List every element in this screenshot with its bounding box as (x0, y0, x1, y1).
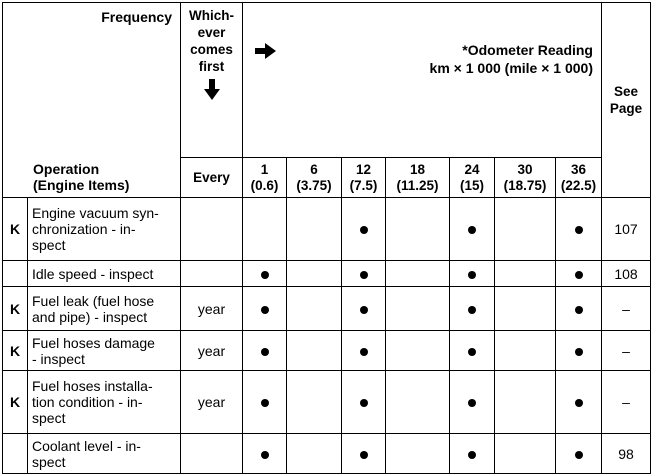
interval-cell (243, 371, 287, 434)
frequency-label: Frequency (101, 9, 172, 25)
arrow-right-icon (255, 43, 277, 59)
see-page-cell: 98 (602, 434, 651, 474)
interval-cell (287, 261, 342, 287)
interval-cell (386, 434, 450, 474)
interval-header-3 (342, 158, 386, 198)
interval-cell (450, 371, 495, 434)
bullet-icon (575, 306, 583, 314)
interval-km: 1 (260, 161, 269, 177)
operation-label-line-2: (Engine Items) (33, 177, 130, 193)
every-header: Every (181, 158, 243, 198)
interval-cell (386, 198, 450, 261)
every-cell (181, 198, 243, 261)
bullet-icon (468, 226, 476, 234)
interval-mile: (0.6) (250, 177, 279, 193)
bullet-icon (575, 451, 583, 459)
arrow-down-icon (204, 79, 220, 101)
odometer-title-line-1: *Odometer Reading (462, 42, 593, 58)
interval-cell (287, 331, 342, 371)
see-page-cell: – (602, 371, 651, 434)
interval-cell (556, 198, 602, 261)
interval-cell (495, 287, 556, 331)
bullet-icon (360, 271, 368, 279)
bullet-icon (261, 348, 269, 356)
periodic-maintenance-table (2, 2, 651, 474)
see-page-line-2: Page (609, 101, 643, 116)
bullet-icon (261, 271, 269, 279)
interval-cell (450, 198, 495, 261)
interval-mile: (3.75) (296, 177, 332, 193)
bullet-icon (360, 399, 368, 407)
odometer-title-line-2: km × 1 000 (mile × 1 000) (429, 60, 593, 76)
bullet-icon (360, 226, 368, 234)
interval-cell (243, 198, 287, 261)
interval-cell (243, 287, 287, 331)
bullet-icon (468, 306, 476, 314)
table-row (3, 371, 651, 434)
operation-line: Engine vacuum syn- (32, 205, 159, 221)
interval-cell (495, 261, 556, 287)
interval-cell (342, 434, 386, 474)
interval-cell (556, 261, 602, 287)
bullet-icon (468, 348, 476, 356)
whichever-comes-first-header (181, 3, 243, 158)
operation-line: spect (32, 410, 66, 426)
whichever-line-3: comes (190, 42, 233, 57)
interval-mile: (7.5) (349, 177, 378, 193)
see-page-header (602, 3, 651, 198)
interval-cell (495, 434, 556, 474)
interval-cell (342, 261, 386, 287)
operation-line: chronization - in- (32, 221, 136, 237)
interval-mile: (22.5) (560, 177, 597, 193)
operation-line: spect (32, 453, 66, 470)
interval-cell (556, 371, 602, 434)
interval-cell (495, 198, 556, 261)
interval-cell (450, 287, 495, 331)
every-cell (181, 261, 243, 287)
operation-line: Fuel hoses installa- (32, 378, 153, 394)
whichever-line-1: Which- (189, 8, 234, 23)
interval-cell (556, 434, 602, 474)
interval-mile: (15) (459, 177, 484, 193)
every-cell: year (181, 331, 243, 371)
operation-label (33, 161, 129, 193)
interval-cell (243, 434, 287, 474)
bullet-icon (575, 271, 583, 279)
frequency-operation-header (3, 3, 181, 198)
interval-cell (386, 261, 450, 287)
interval-cell (243, 261, 287, 287)
interval-cell (342, 287, 386, 331)
operation-line: Coolant level - in- (32, 437, 141, 454)
k-mark (3, 434, 28, 474)
operation-cell (28, 331, 181, 371)
interval-cell (243, 331, 287, 371)
interval-cell (450, 261, 495, 287)
interval-mile: (11.25) (396, 177, 439, 193)
k-mark (3, 261, 28, 287)
interval-km: 12 (355, 161, 372, 177)
operation-line: and pipe) - inspect (32, 308, 148, 325)
bullet-icon (360, 348, 368, 356)
header-row-top (3, 3, 651, 158)
table-row (3, 434, 651, 474)
interval-header-7 (556, 158, 602, 198)
interval-cell (386, 371, 450, 434)
operation-line: - inspect (32, 350, 85, 367)
interval-cell (450, 434, 495, 474)
bullet-icon (360, 451, 368, 459)
bullet-icon (261, 399, 269, 407)
interval-cell (495, 331, 556, 371)
interval-header-4 (386, 158, 450, 198)
bullet-icon (575, 226, 583, 234)
table-row (3, 261, 651, 287)
operation-line: Fuel hoses damage (32, 334, 155, 351)
interval-cell (287, 371, 342, 434)
interval-header-6 (495, 158, 556, 198)
operation-line: Idle speed - inspect (32, 265, 154, 282)
whichever-line-4: first (198, 59, 225, 74)
see-page-cell: 108 (602, 261, 651, 287)
interval-km: 24 (464, 161, 480, 177)
operation-label-line-1: Operation (33, 161, 100, 177)
interval-cell (287, 434, 342, 474)
every-cell: year (181, 371, 243, 434)
see-page-cell: 107 (602, 198, 651, 261)
bullet-icon (468, 271, 476, 279)
bullet-icon (575, 348, 583, 356)
table-body (3, 3, 651, 474)
interval-cell (287, 287, 342, 331)
table-row (3, 331, 651, 371)
operation-line: Fuel leak (fuel hose (32, 292, 155, 309)
interval-cell (450, 331, 495, 371)
interval-km: 18 (409, 161, 426, 177)
interval-mile: (18.75) (503, 177, 547, 193)
operation-cell (28, 371, 181, 434)
bullet-icon (468, 451, 476, 459)
bullet-icon (575, 399, 583, 407)
see-page-cell: – (602, 287, 651, 331)
k-mark: K (3, 287, 28, 331)
bullet-icon (360, 306, 368, 314)
interval-km: 30 (517, 161, 533, 177)
operation-cell (28, 198, 181, 261)
interval-cell (386, 287, 450, 331)
operation-cell (28, 434, 181, 474)
interval-cell (495, 371, 556, 434)
interval-cell (386, 331, 450, 371)
k-mark: K (3, 198, 28, 261)
every-cell: year (181, 287, 243, 331)
table-row (3, 287, 651, 331)
operation-line: spect (32, 237, 66, 253)
interval-cell (556, 331, 602, 371)
interval-cell (342, 331, 386, 371)
interval-km: 6 (310, 161, 318, 177)
interval-cell (287, 198, 342, 261)
whichever-line-2: ever (197, 25, 226, 40)
see-page-cell: – (602, 331, 651, 371)
operation-cell (28, 261, 181, 287)
every-cell (181, 434, 243, 474)
bullet-icon (261, 306, 269, 314)
interval-cell (342, 198, 386, 261)
see-page-line-1: See (613, 84, 639, 99)
k-mark: K (3, 371, 28, 434)
interval-header-1 (243, 158, 287, 198)
odometer-reading-header (243, 3, 602, 158)
interval-cell (342, 371, 386, 434)
interval-cell (556, 287, 602, 331)
interval-header-5 (450, 158, 495, 198)
interval-km: 36 (570, 161, 587, 177)
table-row (3, 198, 651, 261)
operation-line: tion condition - in- (32, 394, 143, 410)
operation-cell (28, 287, 181, 331)
bullet-icon (468, 399, 476, 407)
bullet-icon (261, 451, 269, 459)
odometer-title (430, 41, 593, 77)
interval-header-2 (287, 158, 342, 198)
k-mark: K (3, 331, 28, 371)
